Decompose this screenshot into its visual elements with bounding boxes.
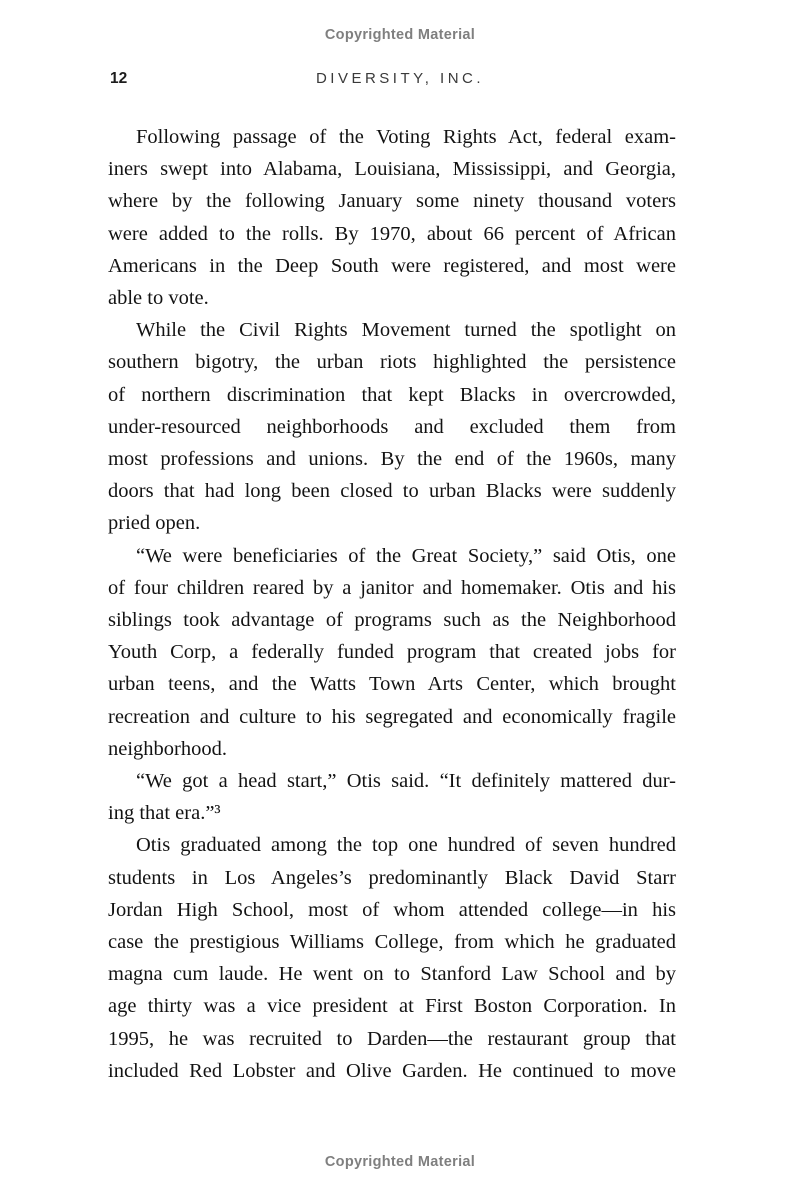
text-line: most professions and unions. By the end of the 1960s, many bbox=[108, 448, 676, 471]
text-line: included Red Lobster and Olive Garden. He continued to move bbox=[108, 1059, 676, 1082]
text-line: pried open. bbox=[108, 512, 201, 535]
text-line: 1995, he was recruited to Darden—the restaurant group that bbox=[108, 1027, 676, 1050]
text-line: of northern discrimination that kept Blacks in overcrowded, bbox=[108, 383, 676, 406]
text-line: were added to the rolls. By 1970, about 66 percent of African bbox=[108, 222, 676, 245]
text-line: recreation and culture to his segregated and economically fragile bbox=[108, 705, 676, 728]
page-body-text bbox=[108, 121, 676, 1087]
text-line: Americans in the Deep South were registered, and most were bbox=[108, 254, 676, 277]
text-line: students in Los Angeles’s predominantly Black David Starr bbox=[108, 866, 676, 889]
text-line: siblings took advantage of programs such as the Neighborhood bbox=[108, 609, 676, 632]
paragraph bbox=[108, 829, 676, 1087]
text-line: Following passage of the Voting Rights Act, federal exam- bbox=[136, 126, 676, 148]
text-line: able to vote. bbox=[108, 287, 209, 310]
text-line: “We got a head start,” Otis said. “It definitely mattered dur- bbox=[136, 770, 676, 793]
text-line: where by the following January some ninety thousand voters bbox=[108, 190, 676, 213]
text-line: Jordan High School, most of whom attended college—in his bbox=[108, 898, 676, 921]
text-line: southern bigotry, the urban riots highlighted the persistence bbox=[108, 351, 676, 374]
text-line: case the prestigious Williams College, from which he graduated bbox=[108, 931, 676, 954]
text-line: “We were beneficiaries of the Great Society,” said Otis, one bbox=[136, 544, 676, 567]
text-line: age thirty was a vice president at First Boston Corporation. In bbox=[108, 995, 676, 1018]
text-line: urban teens, and the Watts Town Arts Center, which brought bbox=[108, 673, 676, 696]
text-line: neighborhood. bbox=[108, 737, 227, 760]
paragraph bbox=[108, 121, 676, 314]
running-header-title: DIVERSITY, INC. bbox=[315, 70, 485, 87]
copyright-notice-bottom: Copyrighted Material bbox=[324, 1154, 476, 1170]
text-line: Otis graduated among the top one hundred of seven hundred bbox=[136, 834, 676, 857]
text-line: under-resourced neighborhoods and excluded them from bbox=[108, 415, 676, 438]
text-line: magna cum laude. He went on to Stanford Law School and by bbox=[108, 963, 676, 986]
text-line: ing that era.”³ bbox=[108, 802, 221, 825]
text-line: iners swept into Alabama, Louisiana, Mississippi, and Georgia, bbox=[108, 158, 676, 181]
paragraph bbox=[108, 540, 676, 765]
text-line: While the Civil Rights Movement turned the spotlight on bbox=[136, 319, 676, 342]
text-line: Youth Corp, a federally funded program that created jobs for bbox=[108, 641, 676, 664]
paragraph bbox=[108, 314, 676, 539]
text-line: doors that had long been closed to urban Blacks were suddenly bbox=[108, 480, 676, 503]
page-number: 12 bbox=[110, 70, 128, 87]
copyright-notice-top: Copyrighted Material bbox=[324, 27, 476, 43]
text-line: of four children reared by a janitor and homemaker. Otis and his bbox=[108, 576, 676, 599]
paragraph bbox=[108, 765, 676, 829]
